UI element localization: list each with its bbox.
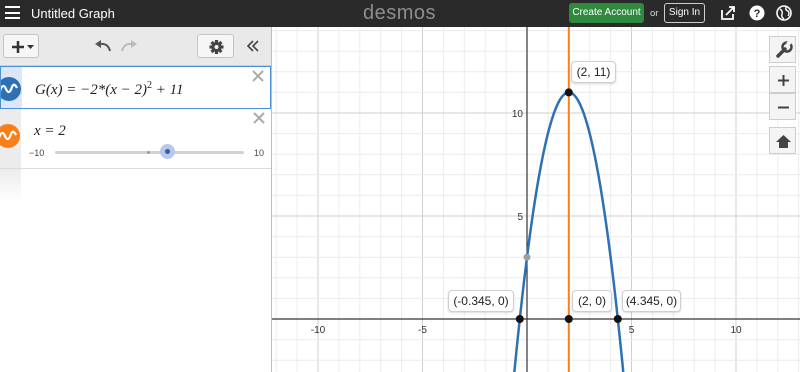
plus-icon	[770, 67, 797, 94]
zoom-out-button[interactable]	[769, 93, 796, 120]
graph-point	[516, 315, 524, 323]
globe-icon[interactable]	[776, 5, 792, 21]
x-tick-label: 5	[628, 325, 635, 336]
minus-icon	[770, 94, 797, 121]
expression-panel	[0, 27, 272, 372]
x-tick-label: -5	[418, 325, 427, 336]
expression-tab	[0, 169, 21, 202]
graph-settings-button[interactable]	[769, 36, 796, 63]
slider-min-label[interactable]: −10	[29, 148, 45, 158]
sign-in-button[interactable]: Sign In	[664, 3, 705, 23]
home-icon	[770, 128, 797, 155]
default-view-button[interactable]	[769, 127, 796, 154]
close-icon[interactable]	[252, 111, 266, 125]
collapse-panel-icon[interactable]	[245, 38, 261, 54]
y-tick-label: 10	[511, 109, 523, 120]
y-intercept-point	[524, 254, 531, 261]
graph-title[interactable]: Untitled Graph	[31, 6, 115, 21]
point-label-intersection[interactable]: (2, 0)	[572, 290, 612, 312]
point-label-left-root[interactable]: (-0.345, 0)	[448, 290, 514, 312]
slider-max-label[interactable]: 10	[254, 148, 265, 158]
graph-point	[614, 315, 622, 323]
slider-zero-tick	[147, 151, 150, 154]
brand-logo: desmos	[363, 2, 437, 24]
help-icon[interactable]	[749, 5, 765, 21]
graph-paper[interactable]	[272, 27, 800, 372]
undo-icon[interactable]	[94, 39, 112, 53]
formula-lhs: G(x) = −2*(x − 2)	[35, 82, 147, 98]
svg-text:?: ?	[753, 8, 761, 20]
formula-rhs: + 11	[152, 82, 184, 98]
wave-icon-blue[interactable]	[1, 76, 22, 102]
or-text: or	[650, 8, 659, 19]
expression-formula-2[interactable]: x = 2	[34, 123, 66, 139]
point-label-right-root[interactable]: (4.345, 0)	[622, 290, 681, 312]
add-item-button[interactable]	[3, 34, 39, 58]
expression-toolbar	[0, 27, 271, 66]
expression-formula-1[interactable]	[35, 80, 184, 99]
settings-button[interactable]	[197, 34, 234, 58]
empty-expression-row[interactable]	[0, 169, 271, 202]
redo-icon[interactable]	[120, 39, 138, 53]
wrench-icon	[770, 37, 797, 64]
point-label-vertex[interactable]: (2, 11)	[571, 61, 616, 83]
share-icon[interactable]	[720, 5, 736, 21]
gear-icon	[198, 35, 235, 59]
graph-point	[565, 88, 573, 96]
wave-icon-orange[interactable]	[0, 123, 21, 149]
zoom-in-button[interactable]	[769, 66, 796, 93]
formula-exponent: 2	[147, 80, 152, 91]
expression-item-2[interactable]	[0, 109, 271, 169]
create-account-button[interactable]: Create Account	[569, 3, 644, 23]
x-tick-label: 10	[730, 325, 742, 336]
slider-thumb[interactable]	[160, 144, 175, 159]
x-tick-label: -10	[310, 325, 326, 336]
top-bar	[0, 0, 800, 27]
menu-icon[interactable]	[5, 6, 20, 19]
close-icon[interactable]	[251, 69, 265, 83]
graph-point	[565, 315, 573, 323]
y-tick-label: 5	[517, 212, 523, 223]
expression-item-1[interactable]	[0, 66, 271, 109]
